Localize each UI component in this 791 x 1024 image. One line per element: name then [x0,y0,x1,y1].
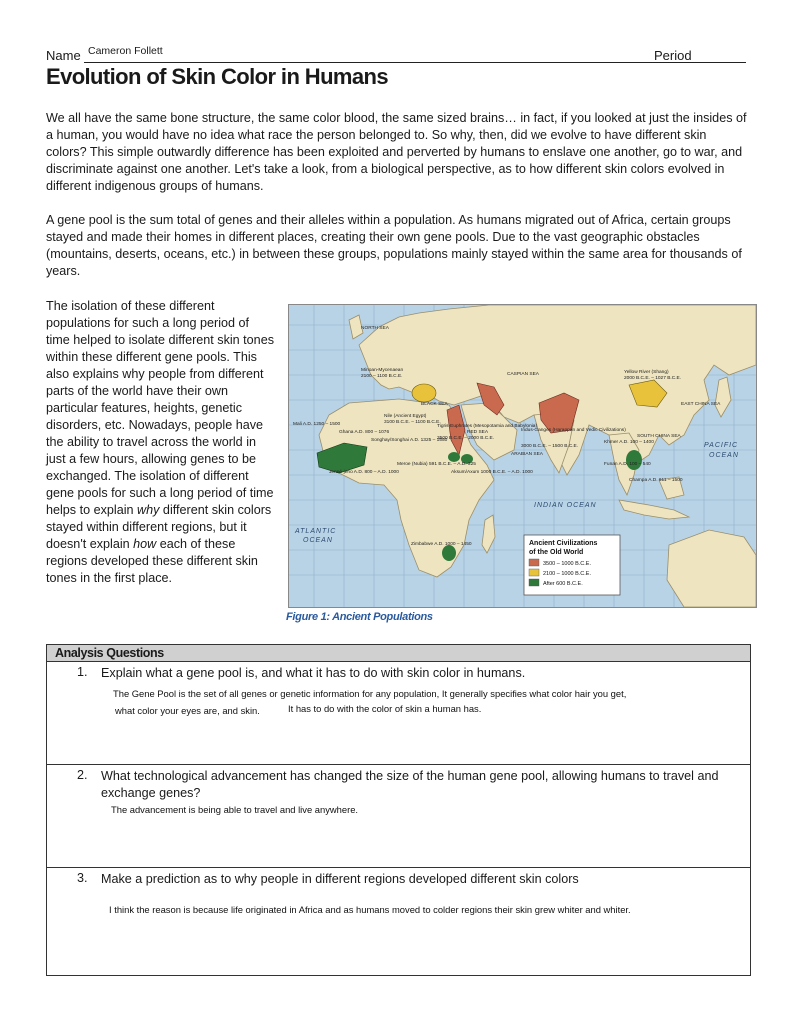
period-field[interactable] [694,62,746,63]
map-legend [524,535,620,595]
legend-title-2: of the Old World [529,549,584,556]
question-1-number: 1. [77,665,88,679]
label-black-sea: BLACK SEA [421,402,448,407]
label-nile: Nile (Ancient Egypt) [384,414,427,419]
australia-landmass [667,530,756,607]
label-arabian-sea: ARABIAN SEA [511,452,543,457]
isolation-text-c: each of these regions developed these different skin tones in the first place. [46,537,258,585]
name-period-row [46,44,746,66]
region-minoan [412,384,436,402]
question-3-number: 3. [77,871,88,885]
analysis-header-label: Analysis Questions [55,646,164,660]
label-red-sea: RED SEA [467,430,489,435]
label-nile-date: 3100 B.C.E. – 1100 B.C.E. [384,420,441,425]
name-field[interactable]: Cameron Follett [88,45,163,57]
ancient-populations-map [288,304,757,608]
label-mesopotamia: Tigris-Euphrates (Mesopotamia and Babylonia) [437,424,538,429]
label-khmer: Khmer A.D. 100 – 1400 [604,440,654,445]
answer-1-line-1[interactable]: The Gene Pool is the set of all genes or genetic information for any population, It generally specifies what color hair you get, [113,688,627,699]
isolation-text-b: different skin colors stayed within different regions, but it doesn't explain [46,503,272,551]
isolation-text-a: The isolation of these different populations for such a long period of time helped to isolate different skin tones within these different gene pools. This also explains why people from different parts of the world have their own particular features, heights, genetic disorders, etc. Nowadays, people have the ability to travel across the world in just a few hours, allowing genes to be exchanged. The isolation of different gene pools for such a long period of time helps to explain [46,299,274,517]
answer-2-line-1[interactable]: The advancement is being able to travel and live anywhere. [111,804,359,815]
label-funan: Funan A.D. 100 – 540 [604,462,651,467]
question-2-text: What technological advancement has changed the size of the human gene pool, allowing humans to travel and exchange genes? [101,769,719,800]
legend-label-3: After 600 B.C.E. [543,581,583,587]
label-south-china-sea: SOUTH CHINA SEA [637,434,681,439]
legend-title-1: Ancient Civilizations [529,540,598,547]
label-zimbabwe: Zimbabwe A.D. 1000 – 1450 [411,542,472,547]
label-pacific-ocean: OCEAN [709,452,739,459]
indonesia-landmass [619,500,689,519]
question-3-box [47,868,750,974]
question-2-box [47,765,750,868]
label-mesopotamia-date: 3500 B.C.E. – 2000 B.C.E. [437,436,495,441]
region-meroe [448,452,460,462]
legend-swatch-1 [529,559,539,566]
analysis-questions-table [46,644,751,976]
question-2-number: 2. [77,768,88,782]
label-indus-date: 3000 B.C.E. – 1500 B.C.E. [521,444,579,449]
isolation-paragraph [46,298,274,587]
madagascar-landmass [482,515,495,553]
question-1-text: Explain what a gene pool is, and what it has to do with skin color in humans. [101,666,526,680]
map-graphic [289,305,756,607]
figure-caption: Figure 1: Ancient Populations [286,611,433,623]
legend-swatch-3 [529,579,539,586]
legend-swatch-2 [529,569,539,576]
label-songhay: Songhay/Songhai A.D. 1325 – 1550 [371,438,448,443]
label-caspian: CASPIAN SEA [507,372,539,377]
region-khmer [626,450,642,470]
period-label: Period [654,48,692,63]
label-meroe: Meroe (Nubia) 591 B.C.E. – A.D. 325 [397,462,476,467]
answer-3-line-1[interactable]: I think the reason is because life originated in Africa and as humans moved to colder regions their skin grew whiter and whiter. [109,904,631,915]
label-atlantic: ATLANTIC [295,528,337,535]
analysis-header [47,645,750,662]
question-1-box [47,662,750,765]
label-indian-ocean: INDIAN OCEAN [534,502,597,509]
region-zimbabwe [442,545,456,561]
label-north-sea: NORTH SEA [361,326,389,331]
gene-pool-paragraph: A gene pool is the sum total of genes and their alleles within a population. As humans migrated out of Africa, certain groups stayed and made their homes in different places, creating their own gene pools. Due to the vast geographic obstacles (mountains, deserts, oceans, etc.) in between these groups, populations mainly stayed within the same area for thousands of years. [46,213,742,278]
name-line [84,62,696,63]
intro-paragraph: We all have the same bone structure, the same color blood, the same sized brains… in fact, if you looked at just the insides of a human, you would have no idea what race the person belonged to. So why, then, did we evolve to have different skin colors? This simple outwardly difference has been exploited and perverted by humans to enslave one another, go to war, and discriminate against one another. Let's take a look, from a biological perspective, as to how different skin colors evolved in different indigenous groups of humans. [46,111,747,193]
japan-landmass [715,377,731,417]
label-yellow-river-date: 2000 B.C.E. – 1027 B.C.E. [624,376,682,381]
label-champa: Champa A.D. 611 – 1500 [629,478,683,483]
isolation-how: how [133,537,157,551]
label-atlantic-ocean: OCEAN [303,537,333,544]
label-minoan: Minoan-Mycenaean [361,368,404,373]
label-axum: Aksum/Axum 1000 B.C.E. – A.D. 1000 [451,470,533,475]
legend-label-2: 2100 – 1000 B.C.E. [543,571,592,577]
label-indus: Indus-Ganges (Harappan and Vedic Civilizations) [521,428,626,433]
legend-label-1: 3500 – 1000 B.C.E. [543,561,592,567]
name-label: Name [46,48,81,63]
page-title: Evolution of Skin Color in Humans [46,64,388,89]
question-3-text: Make a prediction as to why people in different regions developed different skin colors [101,872,579,886]
label-pacific: PACIFIC [704,442,739,449]
label-east-china-sea: EAST CHINA SEA [681,402,721,407]
answer-1-line-2a[interactable]: what color your eyes are, and skin. [115,705,260,716]
label-mali: Mali A.D. 1250 – 1500 [293,422,341,427]
isolation-why: why [137,503,160,517]
label-minoan-date: 2100 – 1100 B.C.E. [361,374,403,379]
label-yellow-river: Yellow River (Shang) [624,370,669,375]
answer-1-line-2b[interactable]: It has to do with the color of skin a human has. [288,703,482,714]
label-ghana: Ghana A.D. 800 – 1076 [339,430,390,435]
label-jenne: Jenné-jeno A.D. 800 – A.D. 1000 [329,470,399,475]
